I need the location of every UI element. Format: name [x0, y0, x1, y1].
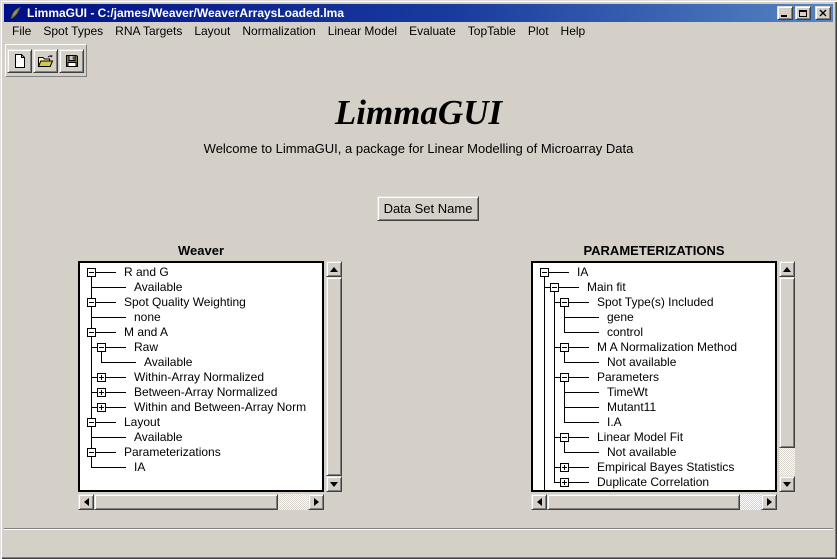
tree-connector-line	[564, 407, 599, 408]
tree-node-label[interactable]: Empirical Bayes Statistics	[597, 460, 735, 474]
open-folder-icon	[37, 53, 54, 69]
toolbar	[5, 44, 87, 77]
menu-item-help[interactable]: Help	[560, 24, 586, 38]
tree-connector-line	[91, 287, 126, 288]
scroll-right-button[interactable]	[761, 494, 777, 510]
tree-node-label[interactable]: Not available	[607, 445, 677, 459]
collapse-minus-toggle[interactable]	[560, 433, 569, 442]
scroll-left-button[interactable]	[78, 494, 94, 510]
tree-connector-line	[564, 452, 599, 453]
parameterizations-tree[interactable]	[531, 261, 777, 492]
expand-plus-toggle[interactable]	[97, 388, 106, 397]
tree-connector-line	[91, 467, 126, 468]
parameterizations-tree-header: PARAMETERIZATIONS	[583, 243, 725, 258]
menu-item-normalization[interactable]: Normalization	[242, 24, 316, 38]
tree-connector-line	[564, 362, 599, 363]
tree-connector-line	[564, 392, 599, 393]
tree-node-label[interactable]: IA	[134, 460, 146, 474]
expand-plus-toggle[interactable]	[97, 373, 106, 382]
tree-node-label[interactable]: M A Normalization Method	[597, 340, 738, 354]
tree-connector-line	[554, 292, 555, 482]
menu-item-plot[interactable]: Plot	[527, 24, 549, 38]
tree-connector-line	[564, 382, 565, 422]
up-arrow-icon	[330, 267, 338, 272]
menu-item-rna-targets[interactable]: RNA Targets	[115, 24, 183, 38]
menu-bar	[4, 22, 833, 40]
weaver-horizontal-scrollbar[interactable]	[78, 494, 324, 510]
welcome-text: Welcome to LimmaGUI, a package for Linear Modelling of Microarray Data	[203, 141, 634, 156]
menu-item-linear-model[interactable]: Linear Model	[327, 24, 398, 38]
tree-node-label[interactable]: Available	[134, 280, 183, 294]
collapse-minus-toggle[interactable]	[550, 283, 559, 292]
tree-connector-line	[101, 362, 136, 363]
collapse-minus-toggle[interactable]	[87, 418, 96, 427]
tree-node-label[interactable]: Not available	[607, 355, 677, 369]
left-arrow-icon	[84, 498, 89, 506]
weaver-tree[interactable]	[78, 261, 324, 492]
tree-node-label[interactable]: Available	[144, 355, 193, 369]
scrollbar-track[interactable]	[547, 494, 761, 510]
scroll-down-button[interactable]	[779, 476, 795, 492]
tree-connector-line	[564, 317, 599, 318]
collapse-minus-toggle[interactable]	[97, 343, 106, 352]
page-title: LimmaGUI	[334, 93, 503, 132]
maximize-button[interactable]	[795, 6, 811, 20]
tree-node-label[interactable]: IA	[577, 265, 589, 279]
save-floppy-icon	[64, 53, 80, 69]
scrollbar-track[interactable]	[779, 277, 795, 476]
tree-connector-line	[91, 317, 126, 318]
tree-node-label[interactable]: Within-Array Normalized	[134, 370, 265, 384]
tree-connector-line	[564, 332, 599, 333]
data-set-name-button[interactable]: Data Set Name	[377, 196, 479, 221]
tree-connector-line	[564, 422, 599, 423]
minimize-icon	[781, 15, 787, 17]
new-file-button[interactable]	[7, 49, 32, 73]
tree-node-label[interactable]: Parameterizations	[124, 445, 221, 459]
scroll-left-button[interactable]	[531, 494, 547, 510]
collapse-minus-toggle[interactable]	[540, 268, 549, 277]
menu-item-file[interactable]: File	[12, 24, 32, 38]
tree-node-label[interactable]: gene	[607, 310, 634, 324]
tree-connector-line	[101, 352, 102, 362]
tree-connector-line	[91, 437, 126, 438]
collapse-minus-toggle[interactable]	[560, 373, 569, 382]
tree-node-label[interactable]: Linear Model Fit	[597, 430, 684, 444]
down-arrow-icon	[783, 482, 791, 487]
left-arrow-icon	[537, 498, 542, 506]
right-arrow-icon	[767, 498, 772, 506]
tree-node-label[interactable]: Available	[134, 430, 183, 444]
tree-connector-line	[91, 457, 92, 467]
tree-node-label[interactable]: Main fit	[587, 280, 626, 294]
expand-plus-toggle[interactable]	[560, 463, 569, 472]
scrollbar-track[interactable]	[94, 494, 308, 510]
open-file-button[interactable]	[33, 49, 58, 73]
tree-node-label[interactable]: R and G	[124, 265, 169, 279]
collapse-minus-toggle[interactable]	[87, 448, 96, 457]
parameterizations-horizontal-scrollbar[interactable]	[531, 494, 777, 510]
close-button[interactable]	[815, 6, 831, 20]
tree-node-label[interactable]: Spot Type(s) Included	[597, 295, 714, 309]
up-arrow-icon	[783, 267, 791, 272]
close-icon	[819, 9, 827, 17]
scroll-up-button[interactable]	[779, 261, 795, 277]
tree-node-label[interactable]: Spot Quality Weighting	[124, 295, 246, 309]
maximize-icon	[799, 10, 807, 17]
tree-connector-line	[564, 352, 565, 362]
tree-node-label[interactable]: none	[134, 310, 161, 324]
tree-connector-line	[544, 277, 545, 490]
tree-node-label[interactable]: Duplicate Correlation	[597, 475, 710, 489]
menu-item-spot-types[interactable]: Spot Types	[43, 24, 104, 38]
menu-item-layout[interactable]: Layout	[194, 24, 231, 38]
scrollbar-thumb[interactable]	[94, 494, 278, 510]
tree-connector-line	[564, 442, 565, 452]
frame-divider-highlight	[4, 529, 833, 530]
down-arrow-icon	[330, 482, 338, 487]
collapse-minus-toggle[interactable]	[87, 298, 96, 307]
tree-node-label[interactable]: control	[607, 325, 644, 339]
window-title: LimmaGUI - C:/james/Weaver/WeaverArraysLoaded.lma	[27, 6, 345, 20]
expand-plus-toggle[interactable]	[97, 403, 106, 412]
expand-plus-toggle[interactable]	[560, 478, 569, 487]
right-arrow-icon	[314, 498, 319, 506]
weaver-tree-header: Weaver	[177, 243, 224, 258]
collapse-minus-toggle[interactable]	[560, 298, 569, 307]
scrollbar-track[interactable]	[326, 277, 342, 476]
scroll-up-button[interactable]	[326, 261, 342, 277]
tree-node-label[interactable]: I.A	[607, 415, 622, 429]
scrollbar-thumb[interactable]	[779, 277, 795, 448]
save-file-button[interactable]	[59, 49, 84, 73]
scrollbar-thumb[interactable]	[547, 494, 740, 510]
collapse-minus-toggle[interactable]	[560, 343, 569, 352]
collapse-minus-toggle[interactable]	[87, 328, 96, 337]
weaver-vertical-scrollbar[interactable]	[326, 261, 342, 492]
menu-item-toptable[interactable]: TopTable	[467, 24, 516, 38]
tree-node-label[interactable]: TimeWt	[607, 385, 648, 399]
title-bar[interactable]	[4, 4, 833, 22]
menu-item-evaluate[interactable]: Evaluate	[409, 24, 456, 38]
scroll-right-button[interactable]	[308, 494, 324, 510]
parameterizations-vertical-scrollbar[interactable]	[779, 261, 795, 492]
scroll-down-button[interactable]	[326, 476, 342, 492]
tree-node-label[interactable]: Between-Array Normalized	[134, 385, 278, 399]
minimize-button[interactable]	[777, 6, 793, 20]
tree-node-label[interactable]: Mutant11	[607, 400, 657, 414]
tree-node-label[interactable]: Layout	[124, 415, 161, 429]
new-file-icon	[12, 53, 28, 69]
collapse-minus-toggle[interactable]	[87, 268, 96, 277]
tree-node-label[interactable]: Raw	[134, 340, 159, 354]
tree-node-label[interactable]: M and A	[124, 325, 169, 339]
scrollbar-thumb[interactable]	[326, 277, 342, 476]
tree-connector-line	[564, 307, 565, 332]
tree-node-label[interactable]: Parameters	[597, 370, 660, 384]
app-feather-icon	[8, 6, 22, 20]
tree-node-label[interactable]: Within and Between-Array Norm	[134, 400, 307, 414]
